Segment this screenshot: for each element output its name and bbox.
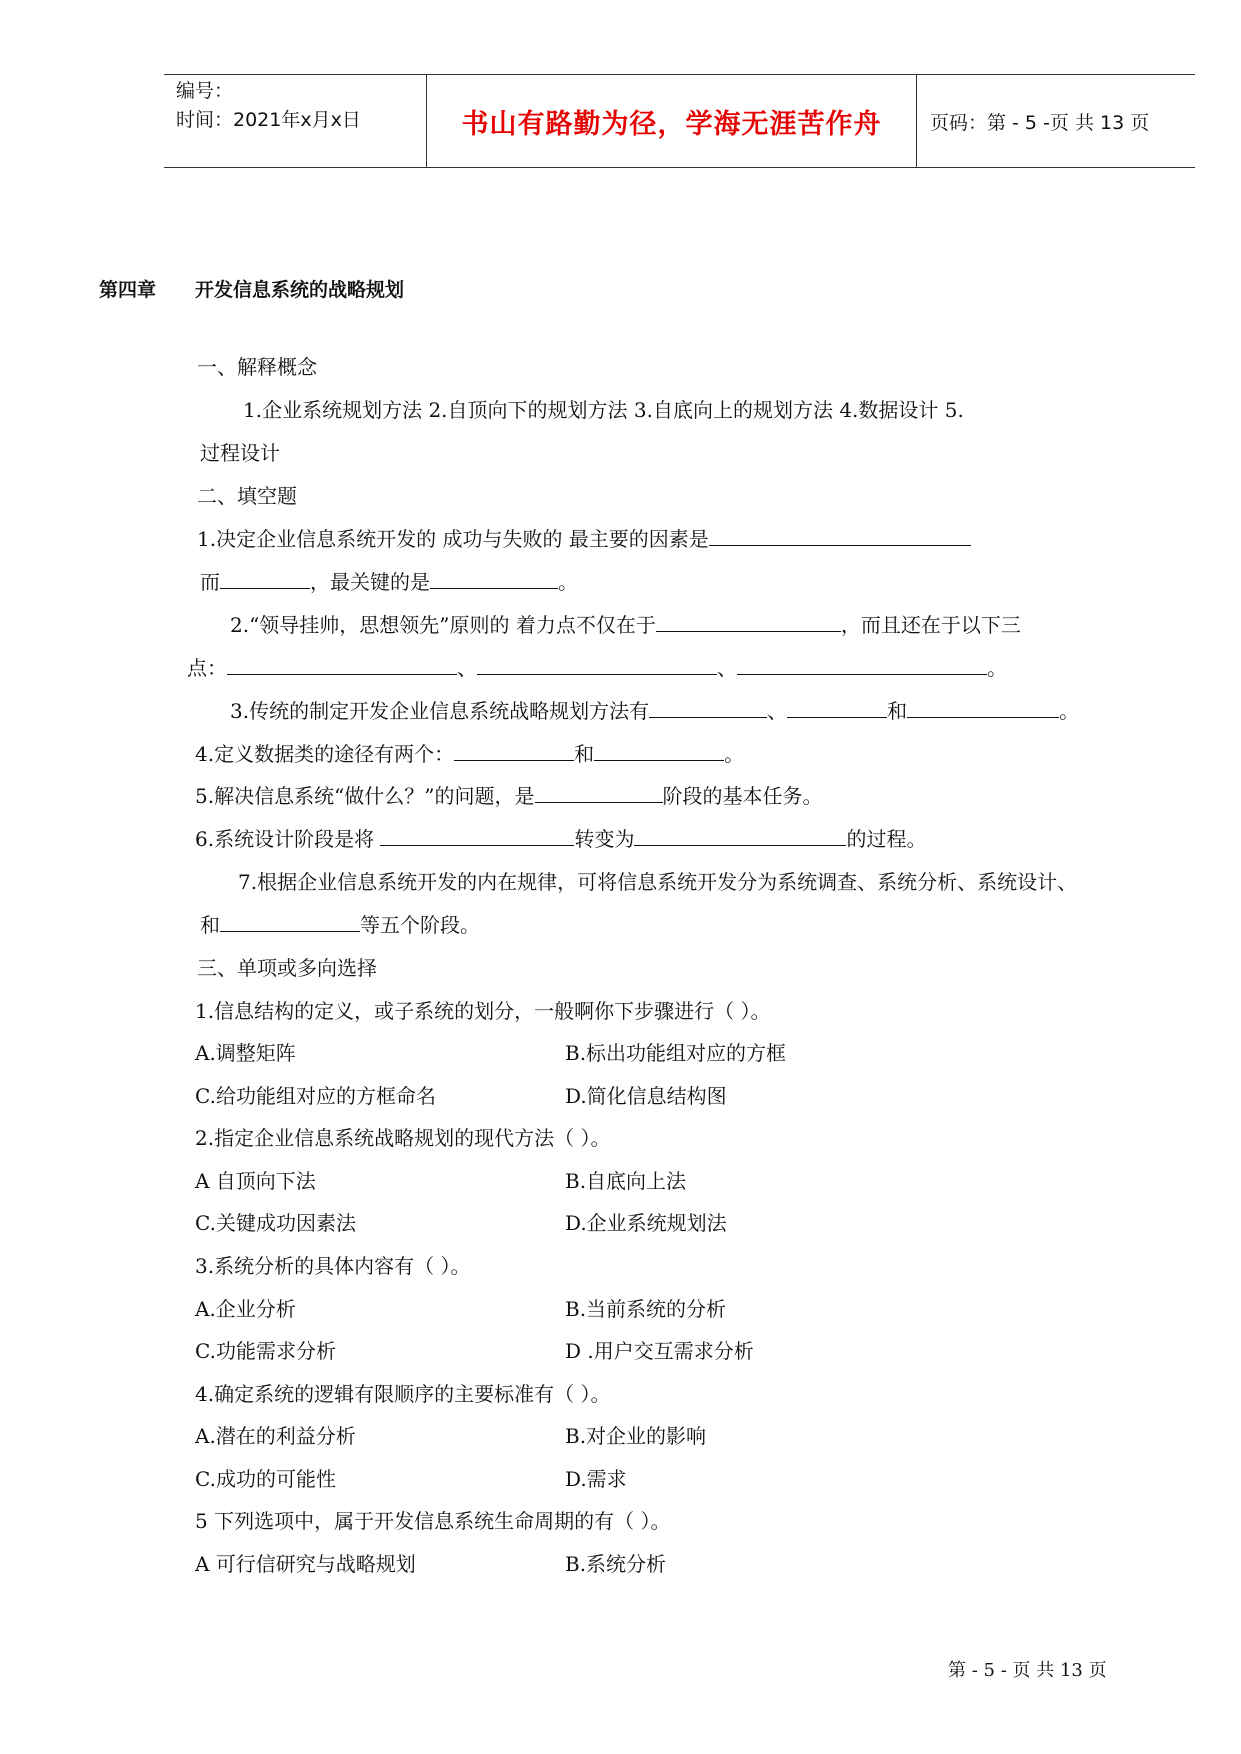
fill-text: 5.解决信息系统“做什么？”的问题，是 [195,784,535,808]
fill-text: 。 [724,742,745,766]
choice-option-a: A.潜在的利益分析 [195,1424,356,1448]
chapter-number: 第四章 [99,279,157,301]
answer-blank [787,697,887,718]
fill-text: 和 [574,742,595,766]
answer-blank [709,525,971,546]
fill-text: 的过程。 [846,827,927,851]
fill-text: ，最关键的是 [310,570,430,594]
motto: 书山有路勤为径，学海无涯苦作舟 [426,75,917,167]
fill-q5 [195,782,823,810]
choice-option-b: B.系统分析 [565,1552,667,1576]
concepts-line-2: 过程设计 [200,441,280,465]
fill-q1-line2 [200,568,578,596]
fill-text: 转变为 [574,827,635,851]
answer-blank [454,740,574,761]
answer-blank [477,654,717,675]
choice-option-c: C.关键成功因素法 [195,1211,356,1235]
fill-text: ，而且还在于以下三 [840,613,1021,637]
answer-blank [656,611,841,632]
chapter-heading [99,275,404,302]
fill-q3 [230,697,1079,725]
choice-option-b: B.自底向上法 [565,1169,687,1193]
fill-text: 。 [558,570,578,594]
choice-question: 2.指定企业信息系统战略规划的现代方法（ ）。 [195,1126,611,1150]
number-label: 编号： [176,80,234,102]
fill-q4 [195,740,744,768]
choice-option-c: C.给功能组对应的方框命名 [195,1084,436,1108]
fill-text: 2.“领导挂帅，思想领先”原则的 着力点不仅在于 [230,613,656,637]
fill-text: 4.定义数据类的途径有两个： [195,742,455,766]
fill-text: 等五个阶段。 [360,913,480,937]
choice-option-d: D.企业系统规划法 [565,1211,727,1235]
section-heading-concepts: 一、解释概念 [197,355,317,379]
fill-q2-line1 [230,611,1021,639]
choice-question: 5 下列选项中，属于开发信息系统生命周期的有（ ）。 [195,1509,671,1533]
fill-text: 和 [887,699,908,723]
choice-option-b: B.当前系统的分析 [565,1297,727,1321]
answer-blank [380,825,574,846]
answer-blank [634,825,846,846]
answer-blank [594,740,724,761]
section-heading-choice: 三、单项或多向选择 [197,956,377,980]
fill-text: 阶段的基本任务。 [662,784,823,808]
answer-blank [907,697,1059,718]
chapter-title: 开发信息系统的战略规划 [195,279,405,301]
answer-blank [220,568,310,589]
choice-option-a: A 自顶向下法 [195,1169,316,1193]
choice-question: 1.信息结构的定义，或子系统的划分，一般啊你下步骤进行（ ）。 [195,999,771,1023]
choice-option-a: A 可行信研究与战略规划 [195,1552,416,1576]
choice-option-d: D .用户交互需求分析 [565,1339,754,1363]
choice-option-c: C.成功的可能性 [195,1467,336,1491]
answer-blank [649,697,767,718]
choice-option-a: A.调整矩阵 [195,1041,296,1065]
answer-blank [535,782,663,803]
choice-option-b: B.对企业的影响 [565,1424,707,1448]
fill-text: 点： [187,656,227,680]
answer-blank [227,654,457,675]
answer-blank [430,568,558,589]
page-header [164,74,1195,168]
fill-q7-line2 [200,911,480,939]
section-heading-fill: 二、填空题 [197,484,297,508]
choice-option-c: C.功能需求分析 [195,1339,336,1363]
fill-text: 和 [200,913,220,937]
fill-text: 而 [200,570,220,594]
choice-option-a: A.企业分析 [195,1297,296,1321]
fill-text: 、 [717,656,737,680]
choice-option-d: D.简化信息结构图 [565,1084,727,1108]
fill-text: 、 [457,656,477,680]
choice-option-d: D.需求 [565,1467,627,1491]
choice-option-b: B.标出功能组对应的方框 [565,1041,787,1065]
fill-text: 。 [987,656,1007,680]
page-footer: 第 - 5 - 页 共 13 页 [948,1660,1107,1681]
page-label: 页码：第 - 5 -页 共 13 页 [930,111,1150,134]
time-label: 时间：2021年x月x日 [176,109,361,131]
fill-q2-line2 [187,654,1007,682]
fill-text: 、 [767,699,788,723]
fill-text: 6.系统设计阶段是将 [195,827,381,851]
choice-question: 3.系统分析的具体内容有（ ）。 [195,1254,471,1278]
fill-q6 [195,825,926,853]
answer-blank [220,911,360,932]
concepts-line-1: 1.企业系统规划方法 2.自顶向下的规划方法 3.自底向上的规划方法 4.数据设计 5. [243,398,964,422]
answer-blank [737,654,987,675]
fill-q1-line1 [197,525,971,553]
fill-q7-line1: 7.根据企业信息系统开发的内在规律，可将信息系统开发分为系统调查、系统分析、系统设计、 [238,870,1078,894]
fill-q1-text: 1.决定企业信息系统开发的 成功与失败的 最主要的因素是 [197,527,709,551]
fill-text: 。 [1059,699,1080,723]
choice-question: 4.确定系统的逻辑有限顺序的主要标准有（ ）。 [195,1382,611,1406]
header-left-cell [176,75,426,169]
fill-text: 3.传统的制定开发企业信息系统战略规划方法有 [230,699,650,723]
